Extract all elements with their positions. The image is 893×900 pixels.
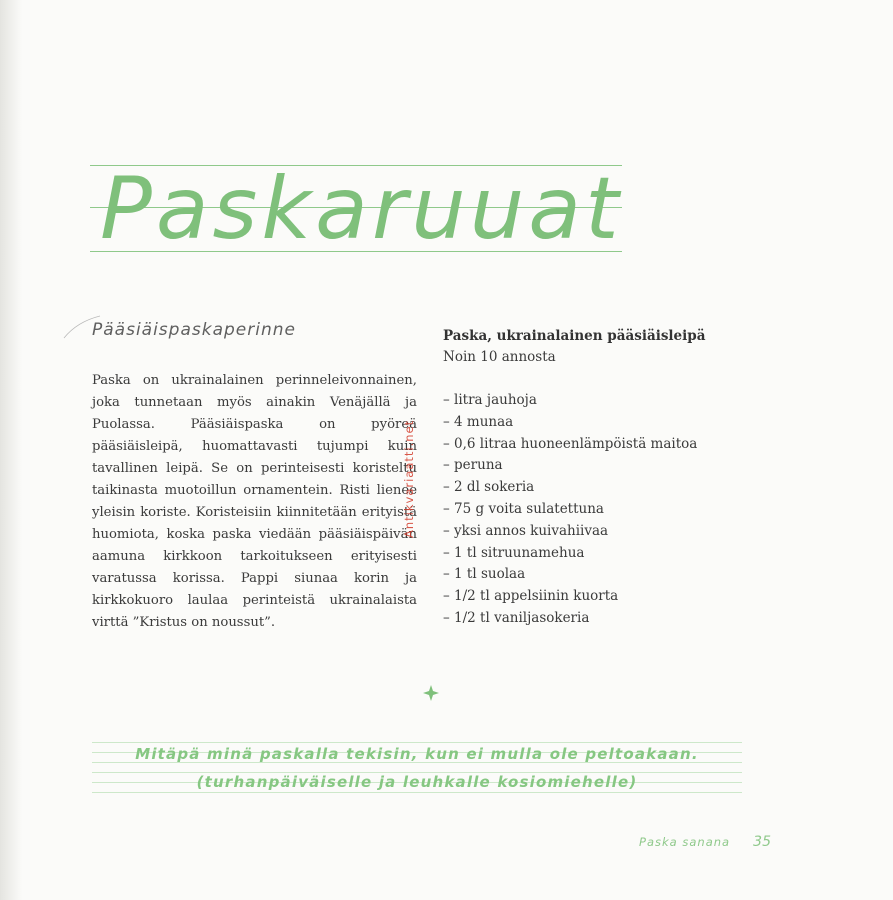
ingredient-item: – 4 munaa <box>443 413 514 430</box>
ingredient-item: – yksi annos kuivahiivaa <box>443 522 609 539</box>
ingredient-item: – 1 tl sitruunamehua <box>443 544 585 561</box>
section-heading: Pääsiäispaskaperinne <box>92 320 296 340</box>
watermark-text: Antikvariaatti.net <box>402 419 416 538</box>
recipe-title: Paska, ukrainalainen pääsiäisleipä <box>443 328 706 344</box>
recipe-servings: Noin 10 annosta <box>443 349 556 365</box>
page-footer <box>639 831 771 850</box>
ingredient-item: – 75 g voita sulatettuna <box>443 500 604 517</box>
proverb-line-2: (turhanpäiväiselle ja leuhkalle kosiomiehelle) <box>196 773 638 791</box>
ingredient-item: – 2 dl sokeria <box>443 479 535 496</box>
ingredient-item: – 0,6 litraa huoneenlämpöistä maitoa <box>443 435 698 452</box>
page-title: Paskaruuat <box>100 159 623 259</box>
page-number: 35 <box>753 834 771 850</box>
ingredient-item: – 1 tl suolaa <box>443 566 526 583</box>
ingredient-item: – litra jauhoja <box>443 392 537 408</box>
recipe <box>443 326 763 630</box>
ingredient-list <box>443 390 763 630</box>
page-gutter-shadow <box>0 0 22 900</box>
ingredient-item: – 1/2 tl appelsiinin kuorta <box>443 588 619 605</box>
footer-section-title: Paska sanana <box>639 835 731 849</box>
body-paragraph: Paska on ukrainalainen perinneleivonnainen, joka tunnetaan myös ainakin Venäjällä ja Puolassa. Pääsiäispaska on pyöreä pääsiäisleipä, huomattavasti tujumpi kuin tavallinen leipä. Se on perinteisesti koristeltu taikinasta muotoillun ornamentein. Risti lienee yleisin koriste. Koristeisiin kiinnitetään erityistä huomiota, koska paska viedään pääsiäispäivän aamuna kirkkoon tarkoitukseen erityisesti varatussa korissa. Pappi siunaa korin ja kirkkokuoro laulaa perinteistä ukrainalaista virttä ”Kristus on noussut”. <box>92 373 417 630</box>
proverb <box>92 740 742 796</box>
ingredient-item: – 1/2 tl vaniljasokeria <box>443 609 590 626</box>
ingredient-item: – peruna <box>443 457 503 474</box>
diamond-ornament-icon <box>421 683 441 703</box>
title-block <box>90 155 622 265</box>
proverb-line-1: Mitäpä minä paskalla tekisin, kun ei mulla ole peltoakaan. <box>135 745 699 763</box>
